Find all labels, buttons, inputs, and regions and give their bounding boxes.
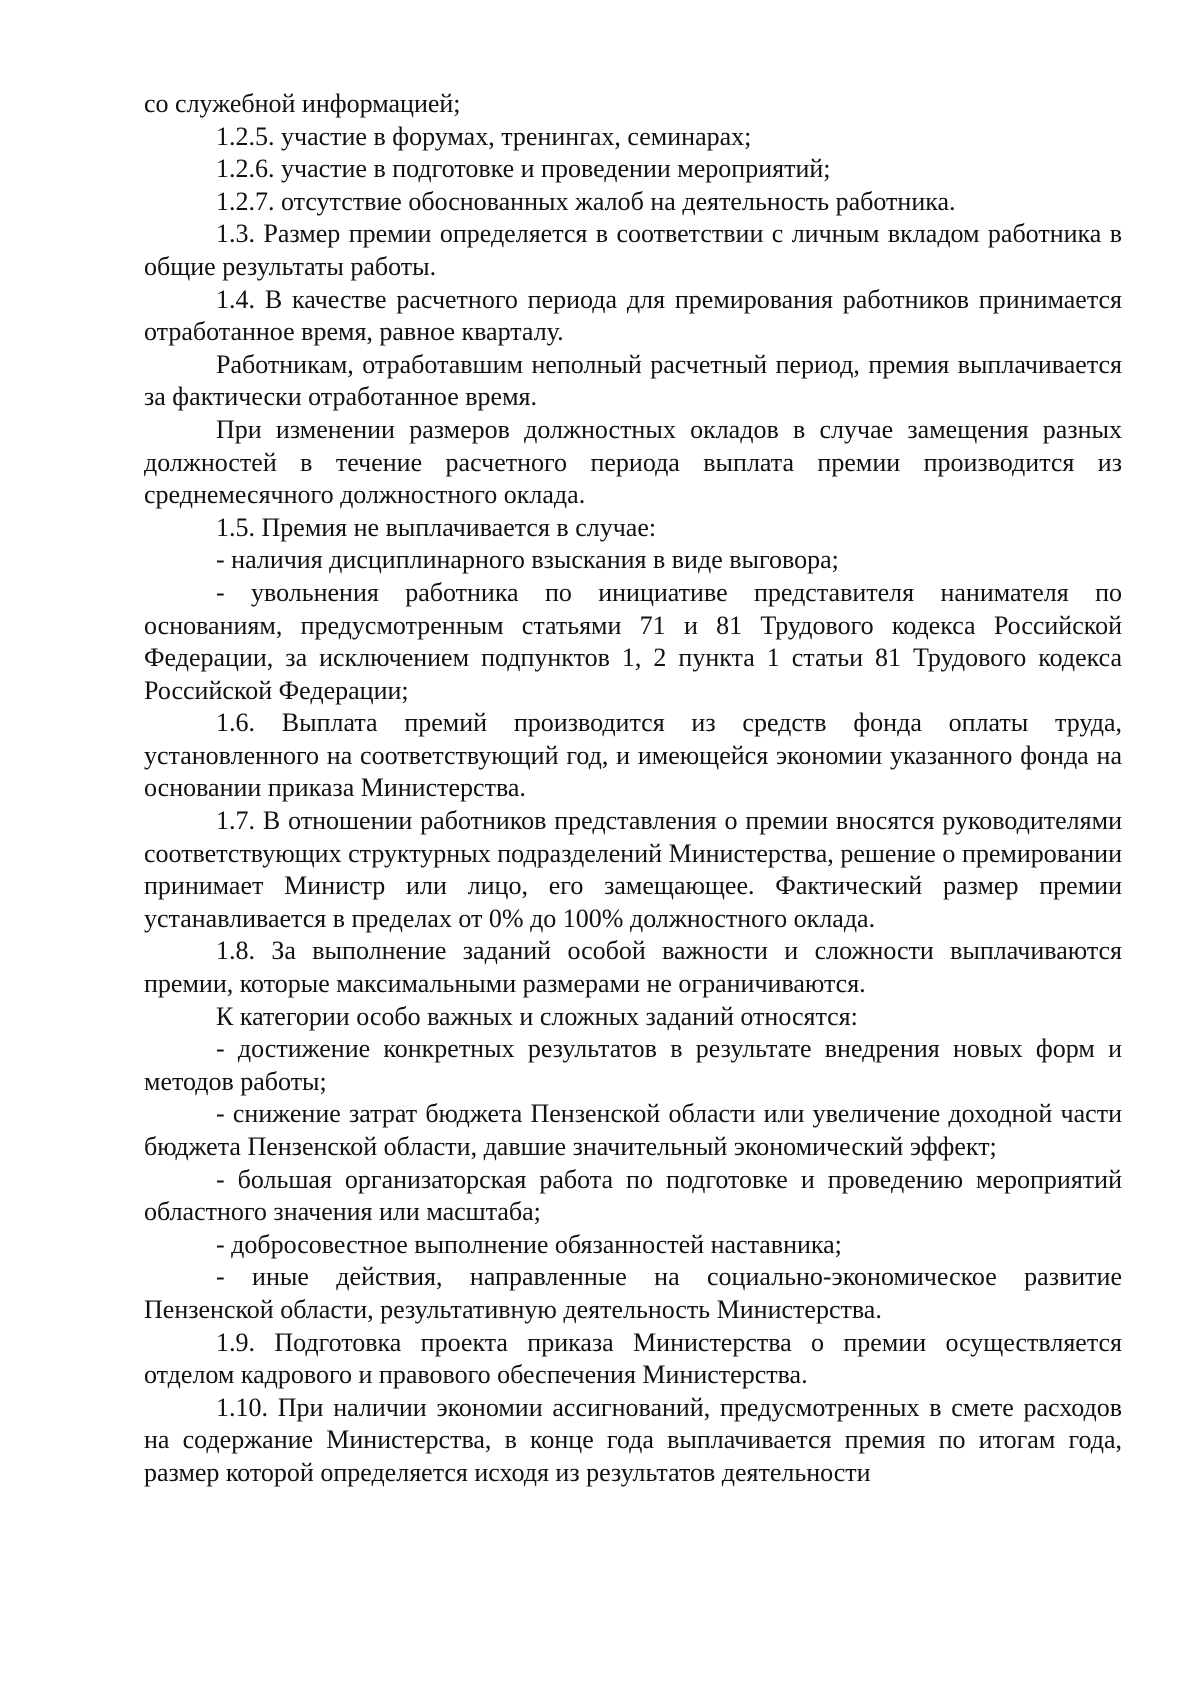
paragraph-1-3: 1.3. Размер премии определяется в соответствии с личным вкладом работника в общие результаты работы. [144, 219, 1122, 281]
paragraph-1-4-salary-change: При изменении размеров должностных окладов в случае замещения разных должностей в течение расчетного периода выплата премии производится из среднемесячного должностного оклада. [144, 414, 1122, 510]
paragraph-1-7: 1.7. В отношении работников представления о премии вносятся руководителями соответствующих структурных подразделений Министерства, решение о премировании принимает Министр или лицо, его замещающее. Фактический размер премии устанавливается в пределах от 0% до 100% должностного оклада. [144, 806, 1122, 933]
paragraph-1-5: 1.5. Премия не выплачивается в случае: [216, 512, 657, 542]
paragraph-1-4: 1.4. В качестве расчетного периода для премирования работников принимается отработанное время, равное кварталу. [144, 284, 1122, 347]
paragraph-1-2-5: 1.2.5. участие в форумах, тренингах, семинарах; [216, 121, 752, 151]
list-item-1-8-mentor: - добросовестное выполнение обязанностей наставника; [216, 1229, 842, 1259]
list-item-1-5-reprimand: - наличия дисциплинарного взыскания в виде выговора; [216, 545, 839, 575]
document-page [144, 88, 1122, 1490]
paragraph-continuation: со служебной информацией; [144, 89, 461, 118]
list-item-1-8-organization: - большая организаторская работа по подготовке и проведению мероприятий областного значения или масштаба; [144, 1164, 1122, 1227]
list-item-1-8-other: - иные действия, направленные на социально-экономическое развитие Пензенской области, результативную деятельность Министерства. [144, 1262, 1122, 1324]
paragraph-1-6: 1.6. Выплата премий производится из средств фонда оплаты труда, установленного на соответствующий год, и имеющейся экономии указанного фонда на основании приказа Министерства. [144, 708, 1122, 803]
paragraph-1-8: 1.8. За выполнение заданий особой важности и сложности выплачиваются премии, которые максимальными размерами не ограничиваются. [144, 936, 1122, 999]
paragraph-1-2-7: 1.2.7. отсутствие обоснованных жалоб на деятельность работника. [216, 186, 956, 216]
paragraph-1-9: 1.9. Подготовка проекта приказа Министерства о премии осуществляется отделом кадрового и правового обеспечения Министерства. [144, 1327, 1122, 1390]
paragraph-1-2-6: 1.2.6. участие в подготовке и проведении мероприятий; [216, 154, 831, 184]
list-item-1-8-results: - достижение конкретных результатов в результате внедрения новых форм и методов работы; [144, 1034, 1122, 1096]
paragraph-1-10: 1.10. При наличии экономии ассигнований, предусмотренных в смете расходов на содержание Министерства, в конце года выплачивается премия по итогам года, размер которой определяется исходя из результатов деятельности [144, 1392, 1122, 1487]
paragraph-1-8-categories: К категории особо важных и сложных заданий относятся: [216, 1001, 858, 1031]
list-item-1-8-budget: - снижение затрат бюджета Пензенской области или увеличение доходной части бюджета Пензенской области, давшие значительный экономический эффект; [144, 1099, 1122, 1161]
paragraph-1-4-partial-period: Работникам, отработавшим неполный расчетный период, премия выплачивается за фактически отработанное время. [144, 349, 1122, 412]
list-item-1-5-dismissal: - увольнения работника по инициативе представителя нанимателя по основаниям, предусмотренным статьями 71 и 81 Трудового кодекса Российской Федерации, за исключением подпунктов 1, 2 пункта 1 статьи 81 Трудового кодекса Российской Федерации; [144, 577, 1122, 705]
